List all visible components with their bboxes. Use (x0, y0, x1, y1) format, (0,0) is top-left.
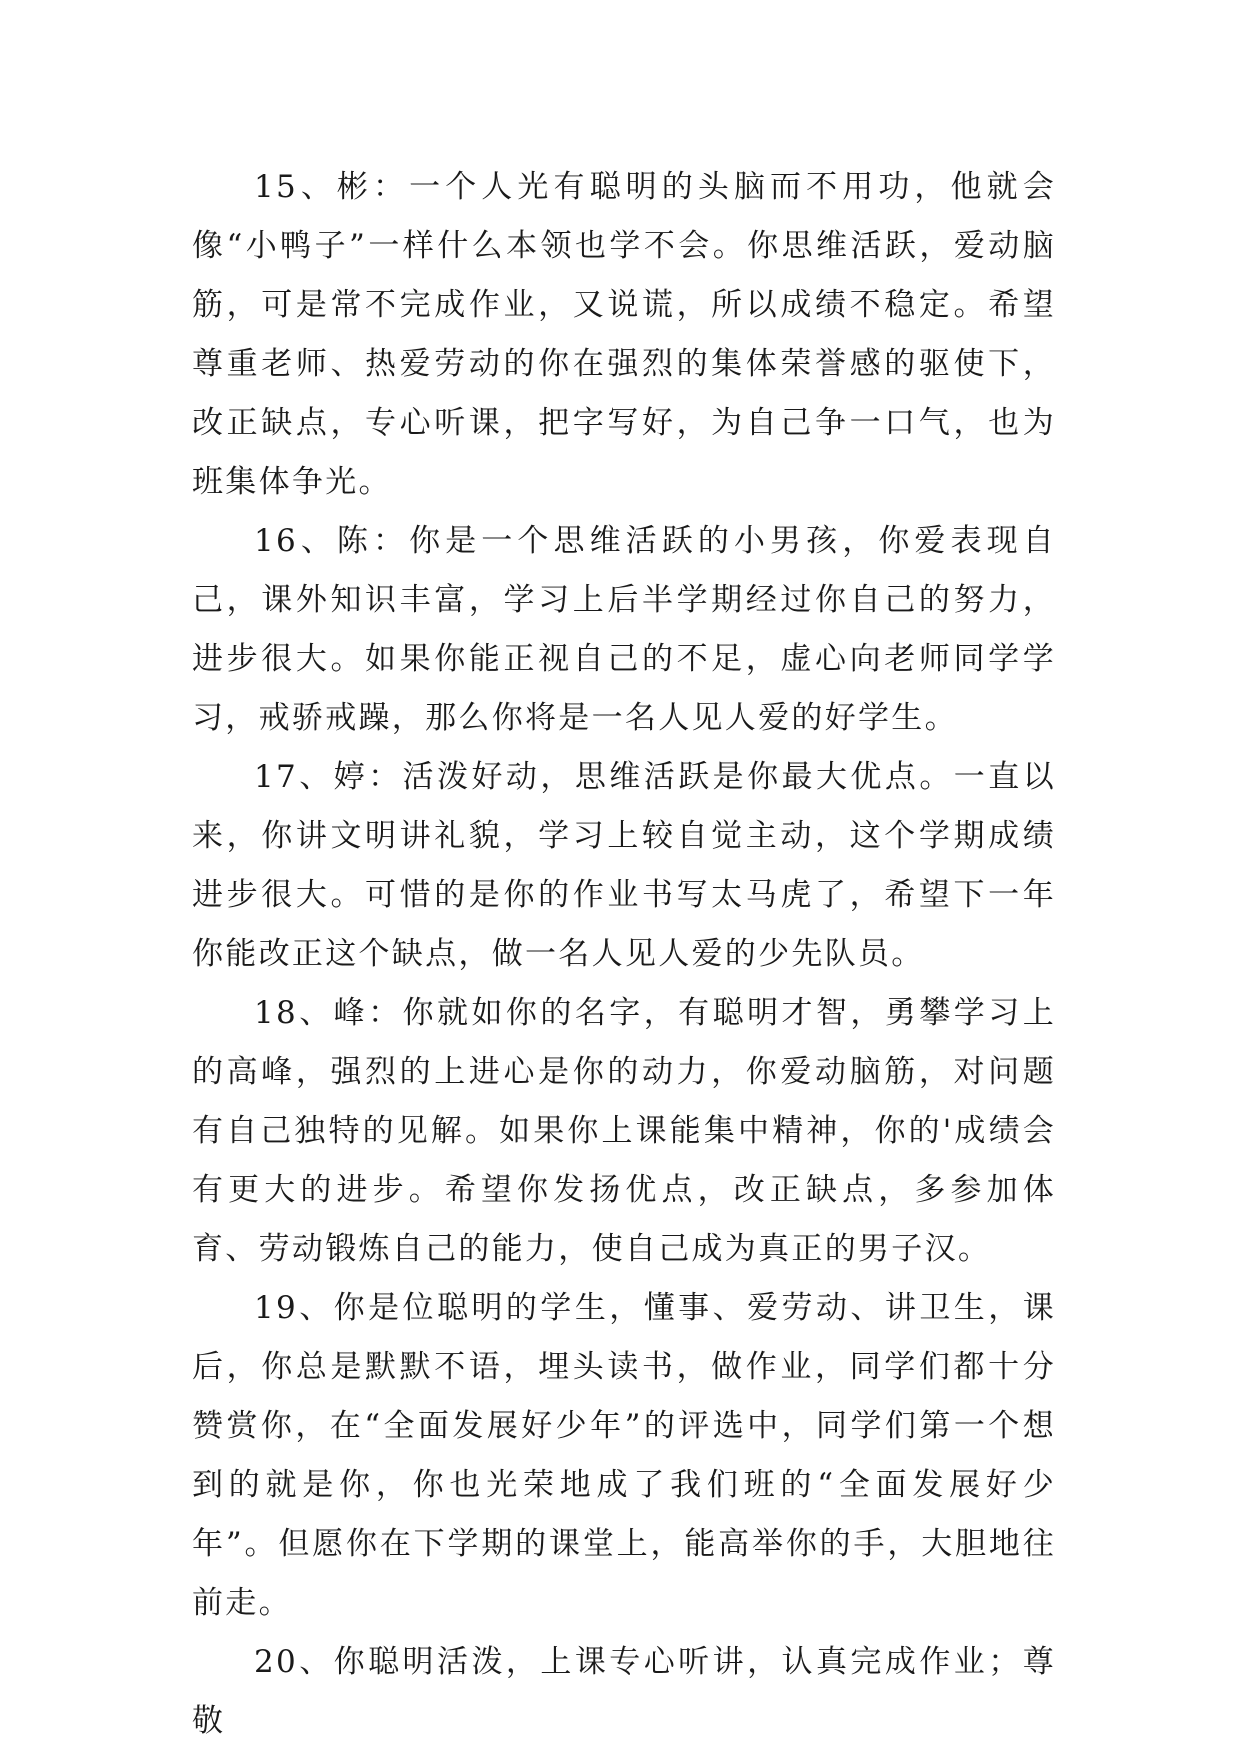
paragraph-17: 17、婷：活泼好动，思维活跃是你最大优点。一直以来，你讲文明讲礼貌，学习上较自觉主动，这个学期成绩进步很大。可惜的是你的作业书写太马虎了，希望下一年你能改正这个缺点，做一名人见人爱的少先队员。 (192, 759, 1056, 972)
paragraph-18: 18、峰：你就如你的名字，有聪明才智，勇攀学习上的高峰，强烈的上进心是你的动力，你爱动脑筋，对问题有自己独特的见解。如果你上课能集中精神，你的'成绩会有更大的进步。希望你发扬优点，改正缺点，多参加体育、劳动锻炼自己的能力，使自己成为真正的男子汉。 (192, 995, 1056, 1267)
document-body (192, 158, 1056, 1751)
paragraph-20: 20、你聪明活泼，上课专心听讲，认真完成作业；尊敬 (192, 1644, 1056, 1739)
paragraph-15: 15、彬：一个人光有聪明的头脑而不用功，他就会像“小鸭子”一样什么本领也学不会。你思维活跃，爱动脑筋，可是常不完成作业，又说谎，所以成绩不稳定。希望尊重老师、热爱劳动的你在强烈的集体荣誉感的驱使下，改正缺点，专心听课，把字写好，为自己争一口气，也为班集体争光。 (192, 169, 1056, 500)
paragraph-16: 16、陈：你是一个思维活跃的小男孩，你爱表现自己，课外知识丰富，学习上后半学期经过你自己的努力，进步很大。如果你能正视自己的不足，虚心向老师同学学习，戒骄戒躁，那么你将是一名人见人爱的好学生。 (192, 523, 1056, 736)
paragraph-19: 19、你是位聪明的学生，懂事、爱劳动、讲卫生，课后，你总是默默不语，埋头读书，做作业，同学们都十分赞赏你，在“全面发展好少年”的评选中，同学们第一个想到的就是你，你也光荣地成了我们班的“全面发展好少年”。但愿你在下学期的课堂上，能高举你的手，大胆地往前走。 (192, 1290, 1056, 1621)
